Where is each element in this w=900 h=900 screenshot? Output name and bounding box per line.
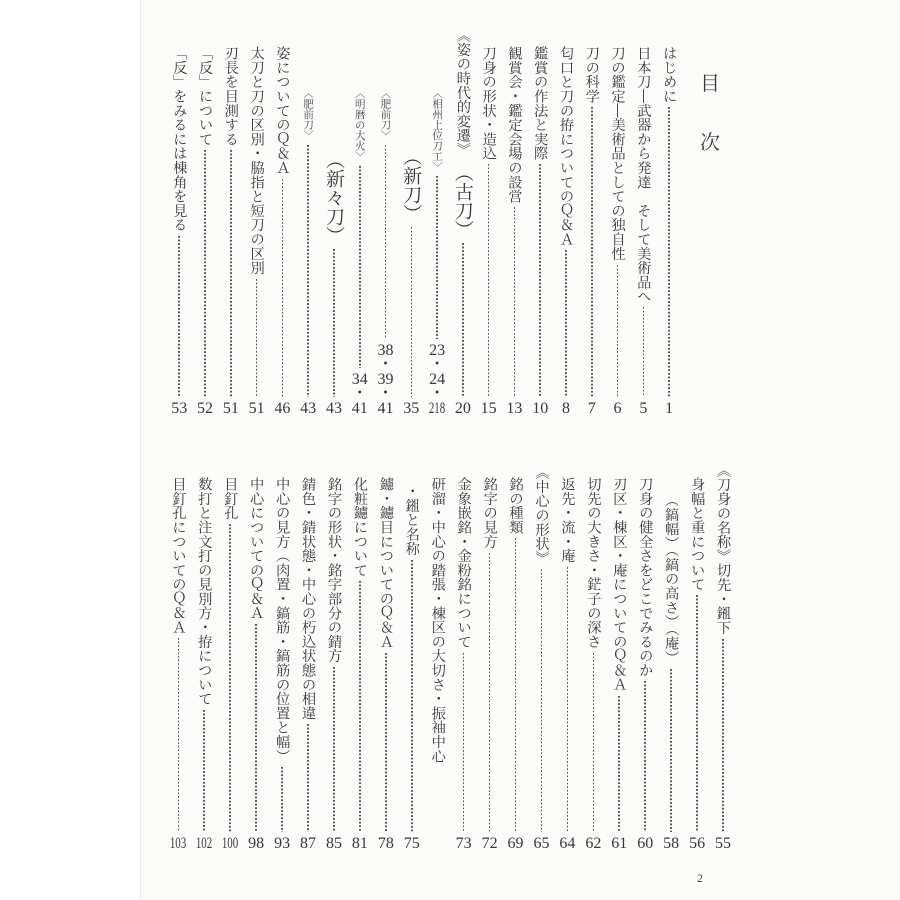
- folio-page-number: 2: [697, 871, 703, 885]
- page-number: 85: [325, 835, 342, 852]
- dot-leader: [411, 227, 413, 397]
- toc-entry: [579, 46, 605, 416]
- toc-entry-title: 銘字の形状・銘字部分の錆方: [325, 477, 342, 663]
- toc-note-entry: [373, 46, 399, 416]
- page-separator: ・: [429, 385, 446, 402]
- page-number: 52: [197, 400, 214, 417]
- toc-entry: [244, 46, 270, 416]
- page-number: 51: [248, 400, 265, 417]
- page-number: 20: [454, 400, 471, 417]
- toc-entry-title: 身幅と重について: [689, 477, 706, 592]
- dot-leader: [462, 243, 464, 397]
- page-number: 6: [613, 400, 622, 417]
- page-number: 8: [561, 400, 570, 417]
- page-number: 7: [587, 400, 596, 417]
- page-number-stack: [351, 370, 368, 417]
- toc-entry: [527, 46, 553, 416]
- dot-leader: [489, 553, 491, 833]
- toc-entry-title: （鎬幅）（鎬の高さ）（庵）: [663, 493, 680, 665]
- dot-leader: [256, 279, 258, 397]
- page-number: 15: [480, 400, 497, 417]
- toc-note-entry: [295, 46, 321, 416]
- dot-leader: [593, 653, 595, 832]
- toc-section-heading: [710, 463, 736, 851]
- page-separator: ・: [351, 385, 368, 402]
- page-number: 38: [377, 341, 394, 359]
- toc-entry: [553, 46, 579, 416]
- page-number: 41: [377, 399, 394, 417]
- toc-title-first-char: 目: [700, 71, 720, 95]
- page-number: 73: [455, 835, 472, 852]
- toc-section-title: 《刀身の名称》切先・鎺下: [715, 463, 732, 635]
- page-number: 10: [532, 400, 549, 417]
- toc-entry: [580, 477, 606, 851]
- toc-entry-title: 切先の大きさ・鋩子の深さ: [585, 477, 602, 649]
- toc-entry: [166, 46, 192, 416]
- page-number: 53: [171, 400, 188, 417]
- toc-entry-title: 中心の見方（肉置・鎬筋・鎬筋の位置と幅）: [274, 477, 291, 763]
- toc-entry-title: 中心についてのＱ＆Ａ: [248, 477, 265, 620]
- dot-leader: [307, 145, 309, 398]
- page-number: 43: [325, 400, 342, 417]
- toc-entry-title: 金象嵌銘・金粉銘について: [455, 477, 472, 649]
- toc-entry-title: 「反」について: [197, 46, 214, 147]
- toc-entry: [373, 477, 399, 851]
- dot-leader: [229, 524, 231, 832]
- page-separator: ・: [377, 356, 394, 373]
- toc-entry: [502, 46, 528, 416]
- page-number: 78: [377, 835, 394, 852]
- toc-entry-title: 返先・流・庵: [559, 477, 576, 563]
- toc-entry-title: 姿についてのＱ＆Ａ: [274, 46, 291, 175]
- toc-entry: [347, 477, 373, 851]
- toc-section-heading: [529, 465, 555, 851]
- page-number: 41: [351, 399, 368, 417]
- toc-entry: [630, 46, 656, 416]
- dot-leader: [591, 107, 593, 397]
- toc-entry: [243, 477, 269, 851]
- toc-entry-title: 銘の種類: [507, 477, 524, 535]
- toc-entry-title: 鑑賞の作法と実際: [532, 46, 549, 161]
- toc-note-title: 〈肥前刀〉: [302, 88, 315, 141]
- toc-entry: [218, 46, 244, 416]
- toc-entry: [217, 477, 243, 851]
- dot-leader: [670, 669, 672, 832]
- dot-leader: [282, 179, 284, 397]
- dot-leader: [722, 639, 724, 832]
- page-number: 103: [170, 835, 187, 852]
- page-number: 72: [481, 835, 498, 852]
- page-number: 69: [507, 835, 524, 852]
- toc-entry: [477, 477, 503, 851]
- dot-leader: [567, 567, 569, 832]
- toc-entry-title: 数打と注文打の見別方・拵について: [196, 477, 213, 706]
- toc-entry-title: 刀の科学: [583, 46, 600, 104]
- toc-entry: [192, 46, 218, 416]
- toc-entry: [321, 477, 347, 851]
- page-number: 39: [377, 370, 394, 388]
- page-number: 35: [403, 400, 420, 417]
- dot-leader: [541, 569, 543, 832]
- page-number: 102: [196, 835, 213, 852]
- dot-leader: [359, 166, 361, 368]
- dot-leader: [281, 767, 283, 832]
- dot-leader: [488, 164, 490, 397]
- toc-entry: [270, 46, 296, 416]
- dot-leader: [203, 710, 205, 832]
- page-number: 87: [300, 835, 317, 852]
- dot-leader: [515, 538, 517, 832]
- toc-note-title: 〈明暦の大火〉: [353, 88, 366, 162]
- toc-upper-section: [166, 28, 682, 417]
- page-number: 61: [611, 835, 628, 852]
- toc-entry-title: 太刀と刀の区別・脇指と短刀の区別: [248, 46, 265, 275]
- page-number: 34: [351, 370, 368, 388]
- page-number: 65: [533, 835, 550, 852]
- toc-entry: [656, 46, 682, 416]
- toc-entry-title: はじめに: [661, 46, 678, 104]
- toc-entry: [451, 477, 477, 851]
- toc-section-heading: [450, 28, 476, 416]
- toc-entry: [658, 477, 684, 851]
- dot-leader: [565, 250, 567, 397]
- page-number: 98: [248, 835, 265, 852]
- dot-leader: [385, 145, 387, 339]
- toc-entry: [295, 477, 321, 851]
- page-number: 62: [585, 835, 602, 852]
- dot-leader: [463, 653, 465, 832]
- page-number-stack: [377, 341, 394, 417]
- toc-entry-title: 刀身の形状・造込: [480, 46, 497, 161]
- toc-entry-title: 刃区・棟区・庵についてのＱ＆Ａ: [611, 477, 628, 692]
- dot-leader: [333, 667, 335, 832]
- dot-leader: [359, 581, 361, 832]
- page-number: 75: [403, 835, 420, 852]
- toc-note-title: 〈相州上位刀工〉: [431, 88, 444, 172]
- dot-leader: [643, 307, 645, 397]
- toc-entry: [632, 477, 658, 851]
- toc-entry-first-line: [425, 477, 451, 851]
- toc-entry: [503, 477, 529, 851]
- toc-era-label: （新々刀）: [322, 150, 345, 245]
- page-number: 43: [300, 400, 317, 417]
- toc-entry-continuation: [399, 477, 425, 851]
- page-number: 58: [663, 835, 680, 852]
- toc-entry: [606, 477, 632, 851]
- page-number: 100: [222, 835, 239, 852]
- toc-entry-title: 刃長を目測する: [222, 46, 239, 147]
- toc-note-entry: [347, 46, 373, 416]
- page-number: 23: [429, 341, 446, 359]
- page-number: 56: [689, 835, 706, 852]
- toc-entry-title: 目釘孔についてのＱ＆Ａ: [170, 477, 187, 635]
- toc-entry-title: 「反」をみるには棟角を見る: [171, 46, 188, 232]
- page-number: 5: [639, 400, 648, 417]
- page-number: 1: [665, 400, 674, 417]
- page-number-stack: [425, 341, 449, 417]
- toc-entry-title: 刀身の健全さをどこでみるのか: [637, 477, 654, 678]
- dot-leader: [696, 595, 698, 832]
- page-number: 13: [506, 400, 523, 417]
- page-number: 46: [274, 400, 291, 417]
- toc-entry-title-continued: ・鎺と名称: [403, 484, 420, 556]
- dot-leader: [411, 560, 413, 833]
- page-number: 51: [222, 400, 239, 417]
- toc-lower-section: [165, 463, 736, 852]
- toc-entry-title: 錆色・錆状態・中心の朽込状態の相違: [300, 477, 317, 721]
- page-separator: ・: [377, 385, 394, 402]
- toc-era-label: （新刀）: [400, 147, 423, 223]
- dot-leader: [539, 164, 541, 397]
- toc-entry-title: 刀の鑑定―美術品としての独自性: [609, 46, 626, 261]
- page-number: 64: [559, 835, 576, 852]
- page-separator: ・: [429, 356, 446, 373]
- toc-entry-title: 鑢・鑢目についてのＱ＆Ａ: [377, 477, 394, 649]
- dot-leader: [644, 681, 646, 832]
- toc-entry: [684, 477, 710, 851]
- page-number: 24: [429, 370, 446, 388]
- dot-leader: [178, 236, 180, 397]
- toc-entry: [605, 46, 631, 416]
- toc-note-title: 〈肥前刀〉: [379, 88, 392, 141]
- toc-entry-title: 日本刀―武器から発達 そして美術品へ: [635, 46, 652, 304]
- toc-section-title: 《中心の形状》: [533, 465, 550, 566]
- toc-entry: [476, 46, 502, 416]
- toc-entry-title: 銘字の見方: [481, 477, 498, 549]
- page-number: 55: [715, 835, 732, 852]
- toc-entry-title: 匂口と刀の拵についてのＱ＆Ａ: [557, 46, 574, 247]
- dot-leader: [436, 176, 438, 339]
- dot-leader: [255, 624, 257, 832]
- toc-entry-title: 化粧鑢について: [351, 477, 368, 578]
- dot-leader: [385, 653, 387, 832]
- toc-entry: [191, 477, 217, 851]
- dot-leader: [617, 265, 619, 398]
- dot-leader: [204, 150, 206, 397]
- dot-leader: [514, 207, 516, 397]
- dot-leader: [333, 249, 335, 397]
- dot-leader: [178, 638, 180, 832]
- page-number: 60: [637, 835, 654, 852]
- toc-era-entry: [398, 46, 424, 416]
- toc-title-second-char: 次: [700, 130, 720, 154]
- toc-entry-title: 観賞会・鑑定会場の設営: [506, 46, 523, 204]
- toc-entry-title: 研溜・中心の踏張・棟区の大切さ・振袖中心: [429, 477, 446, 763]
- toc-entry: [554, 477, 580, 851]
- toc-note-entry: [424, 46, 450, 416]
- toc-entry: [165, 477, 191, 851]
- toc-era-entry: [321, 46, 347, 416]
- page-number: 81: [351, 835, 368, 852]
- page-number: 93: [274, 835, 291, 852]
- toc-entry: [269, 477, 295, 851]
- dot-leader: [230, 150, 232, 397]
- dot-leader: [307, 724, 309, 832]
- toc-entry-title: 目釘孔: [222, 477, 239, 520]
- dot-leader: [668, 107, 670, 397]
- page-number: 218: [428, 399, 446, 417]
- dot-leader: [618, 696, 620, 833]
- toc-era-label: （古刀）: [451, 162, 474, 239]
- toc-section-title: 《姿の時代的変遷》: [454, 28, 471, 157]
